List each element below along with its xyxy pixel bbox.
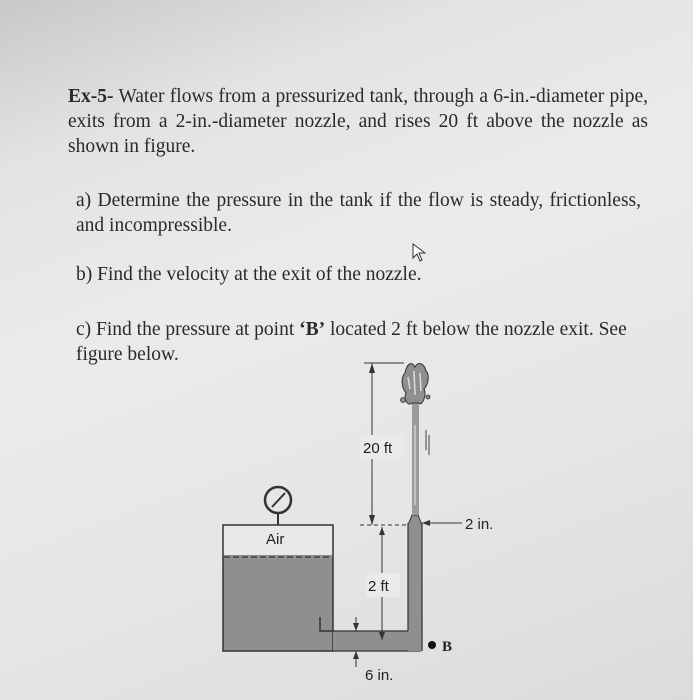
mouse-cursor-icon [412, 243, 428, 263]
arrow-up-icon [353, 651, 359, 659]
question-c-post: located 2 ft below the nozzle exit. See figure below. [76, 319, 627, 365]
problem-paragraph [68, 84, 648, 159]
point-b-reference: ‘B’ [299, 319, 326, 340]
vertical-pipe [408, 523, 422, 651]
question-a: a) Determine the pressure in the tank if the flow is steady, frictionless, and incompressible. [76, 190, 641, 236]
pipe-diameter-label: 6 in. [365, 667, 394, 684]
arrow-up-icon [369, 363, 375, 373]
problem-heading: Ex-5- [68, 86, 114, 107]
droplet [401, 398, 406, 403]
problem-text: Water flows from a pressurized tank, through a 6-in.-diameter pipe, exits from a 2-in.-diameter nozzle, and rises 20 ft above the nozzle as shown in figure. [68, 86, 648, 157]
nozzle [408, 515, 422, 525]
point-b-label: B [442, 639, 453, 655]
tank-water [223, 555, 333, 651]
nozzle-diameter-label: 2 in. [465, 516, 494, 533]
horizontal-pipe [333, 631, 421, 651]
point-b-marker [428, 641, 436, 649]
question-c-pre: c) Find the pressure at point [76, 319, 300, 340]
below-nozzle-label: 2 ft [368, 578, 389, 595]
problem-statement [68, 84, 648, 159]
jet-height-label: 20 ft [363, 440, 393, 457]
tank-nozzle-figure [200, 355, 494, 690]
question-b: b) Find the velocity at the exit of the nozzle. [76, 264, 422, 285]
air-label: Air [266, 531, 285, 548]
arrow-down-icon [353, 623, 359, 631]
arrow-left-icon [422, 520, 430, 526]
arrow-down-icon [369, 515, 375, 525]
arrow-up-icon [379, 527, 385, 535]
droplet [426, 395, 430, 399]
